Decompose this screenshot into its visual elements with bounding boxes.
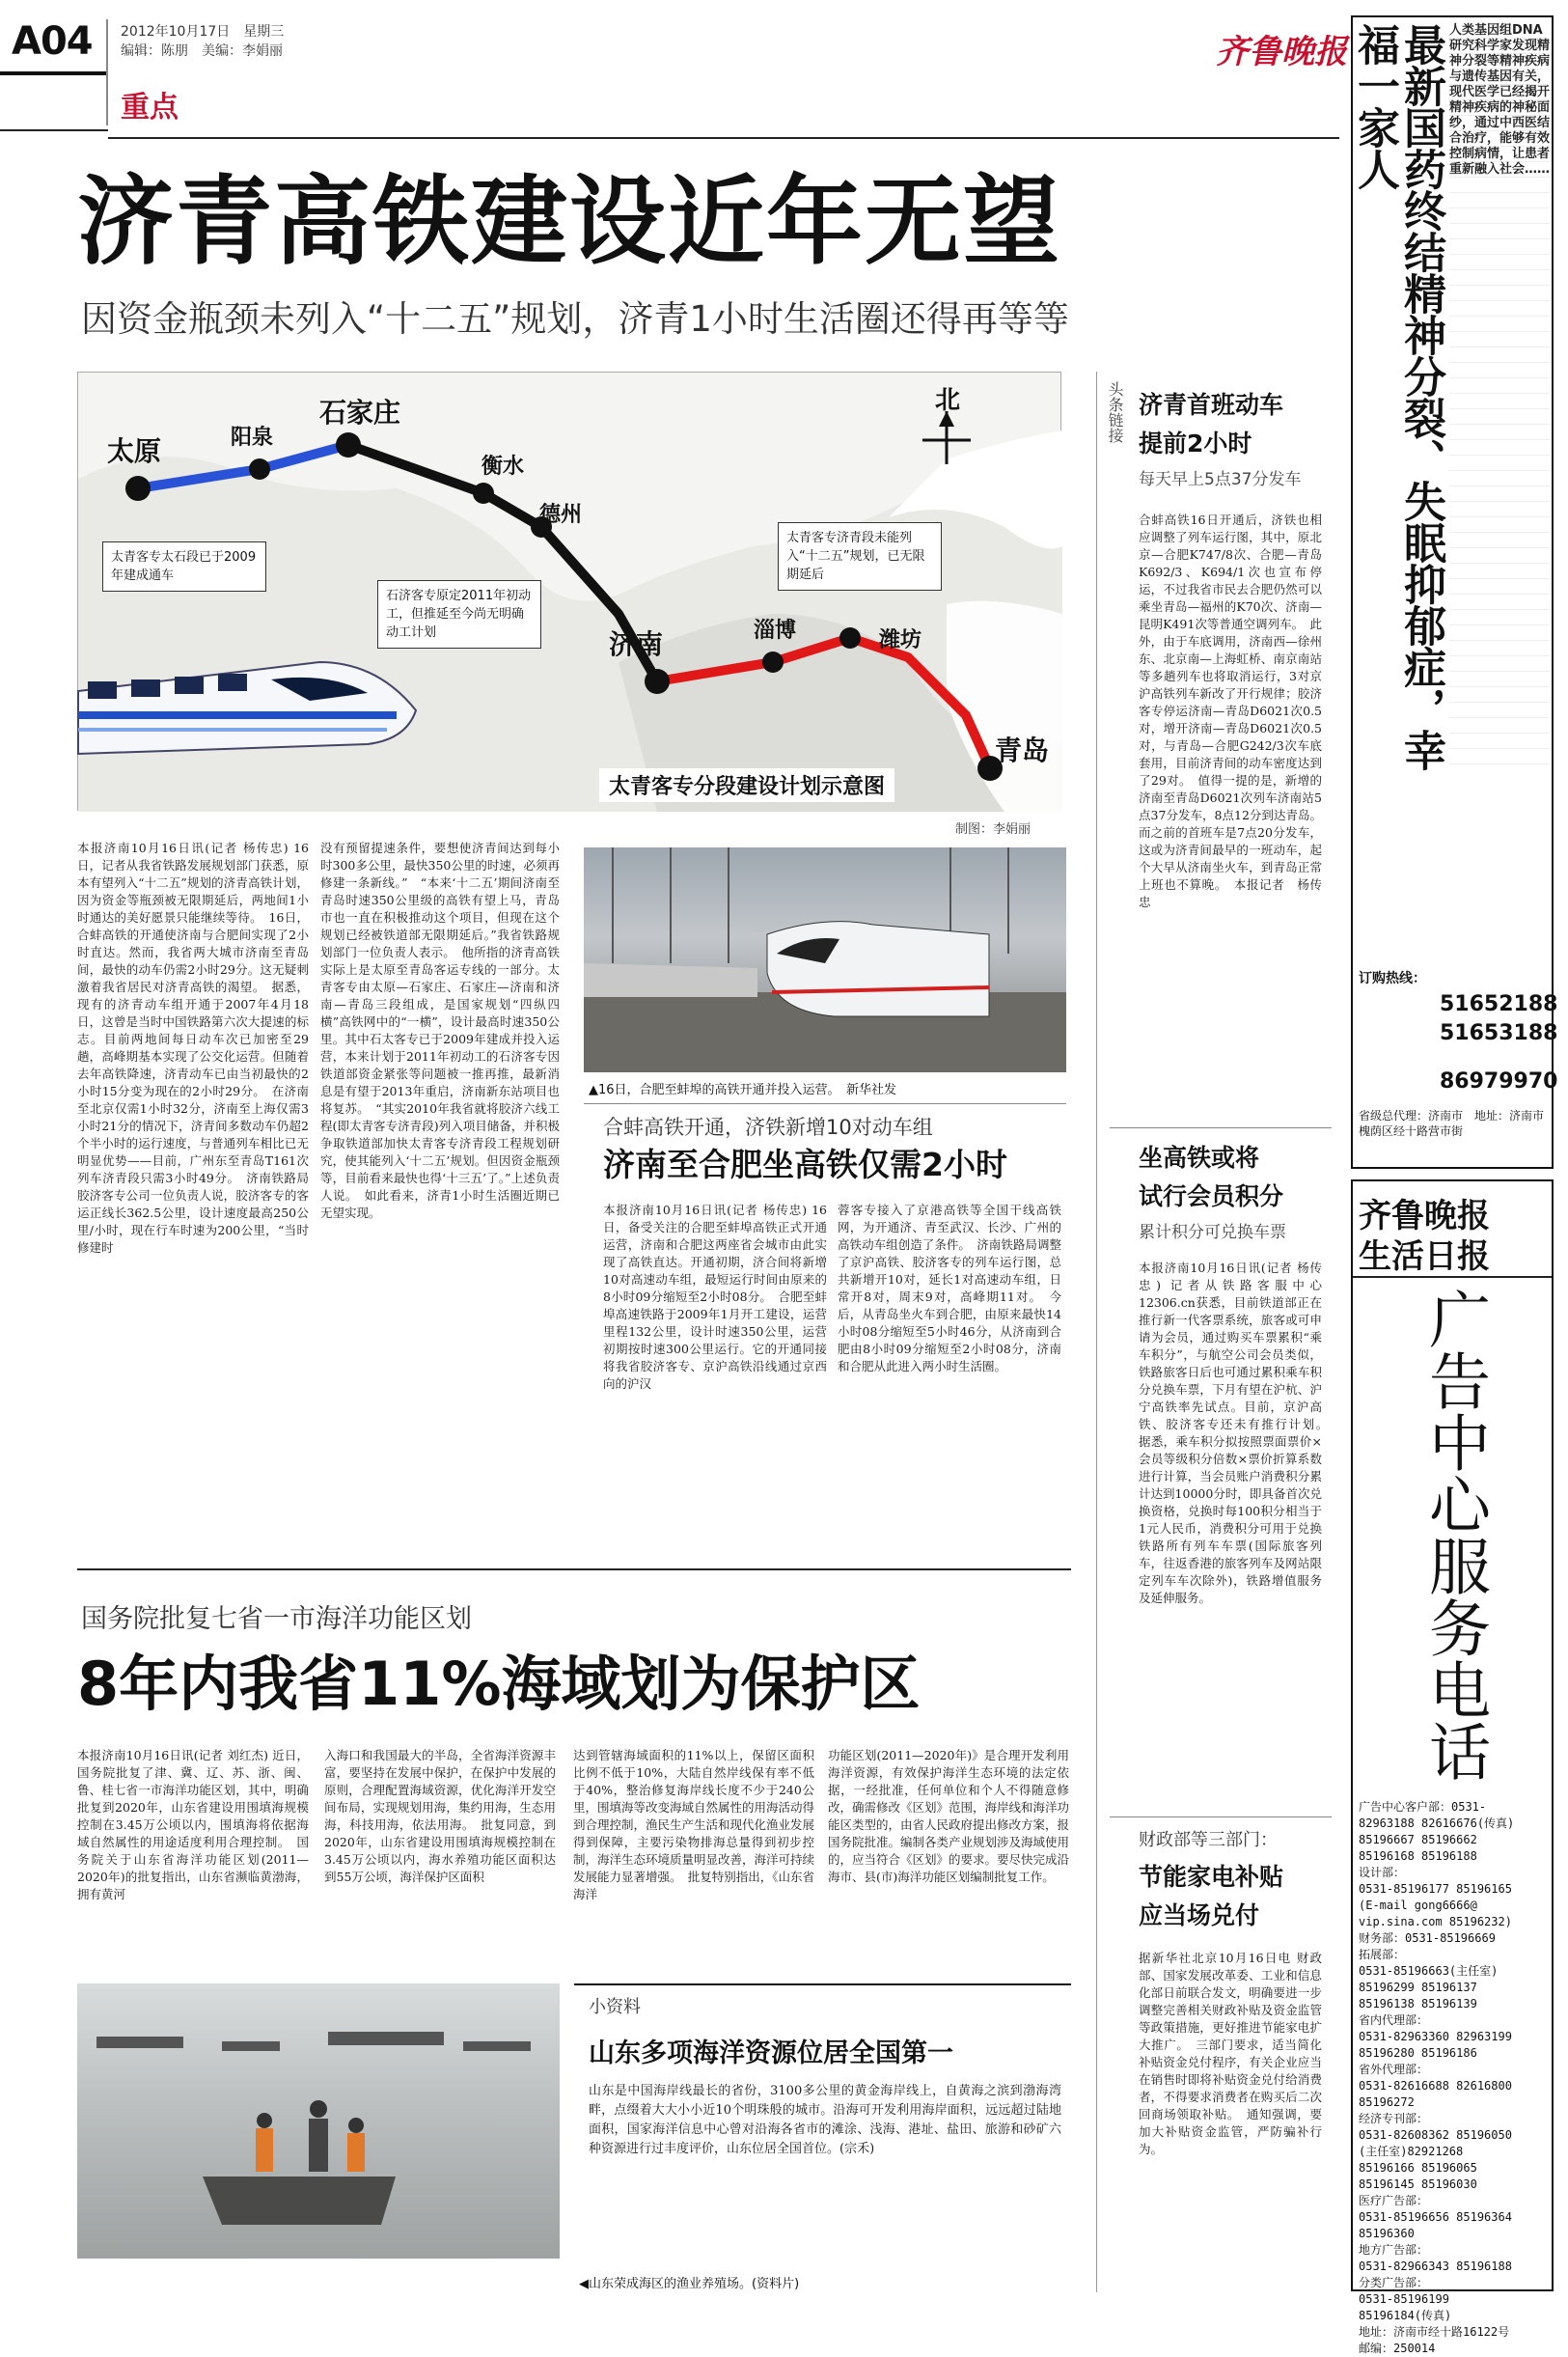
header-rule — [0, 71, 106, 75]
contact-line: (E-mail gong6666@ — [1359, 1899, 1477, 1912]
contact-line: 地方广告部： — [1359, 2243, 1429, 2257]
header-rule-vertical — [106, 19, 108, 125]
rail-story-kicker: 合蚌高铁开通，济铁新增10对动车组 — [603, 1116, 933, 1139]
contact-line: 经济专刊部： — [1359, 2112, 1429, 2125]
city-weifang: 潍坊 — [879, 628, 922, 652]
ad-brand2: 生活日报 — [1359, 1237, 1490, 1276]
city-yangquan: 阳泉 — [231, 426, 274, 450]
rail-story-col1: 本报济南10月16日讯(记者 杨传忠) 16日，备受关注的合肥至蚌埠高铁正式开通运营，济南和合肥这两座省会城市由此实现了高铁直达。开通初期，济合间将新增10对高速动车组，最短运行时间由原来的8小时09分缩短至2小时08分。 合肥至蚌埠高速铁路于2009年1月开工建设，运营里程132公里，设计时速350公里，运营初期按时速300公里运行。它的开通同接将我省胶济客专、京沪高铁沿线通过京西向的沪汉 — [603, 1203, 827, 1391]
city-jinan: 济南 — [609, 628, 664, 660]
contact-line: 设计部： — [1359, 1866, 1406, 1879]
contact-line: 85196138 85196139 — [1359, 1997, 1477, 2010]
ad-brand1: 齐鲁晚报 — [1359, 1197, 1490, 1235]
contact-line: 85196184(传真) — [1359, 2309, 1452, 2322]
ad-contacts — [1359, 1799, 1552, 2357]
lead-body-col1: 本报济南10月16日讯(记者 杨传忠) 16日，记者从我省铁路发展规划部门获悉，原本有望列入“十二五”规划的济青高铁计划，因为资金等瓶颈被无限期延后，两地间1小时通达的美好愿景只能继续等待。 16日，合蚌高铁的开通使济南与合肥间实现了2小时直达。然而，我省两大城市济南至青岛间，最快的动车仍需2小时29分。这无疑刺激着我省居民对济青高铁的渴望。 据悉，现有的济青动车组开通于2007年4月18日，这曾是当时中国铁路第六次大提速的标志。目前两地间每日动车次已加密至29趟，高峰期基本实现了公交化运营。但随着去年高铁降速，济青动车已由当初最快的2小时15分变为现在的2小时29分。 在济南至北京仅需1小时32分，济南至上海仅需3小时21分的情况下，济青间多数动车仍超2个半小时的运行速度，与普通列车相比已无明显优势——目前，广州东至青岛T161次列车济青段只需3小时49分。 济南铁路局胶济客专公司一位负责人说，胶济客专的客运正线长362.5公里，设计速度最高250公里/小时，现在行车时速为200公里，“当时修建时 — [77, 841, 309, 1255]
ocean-kicker: 国务院批复七省一市海洋功能区划 — [81, 1604, 472, 1634]
contact-line: 0531-82608362 85196050 — [1359, 2128, 1512, 2142]
sidebar-rule-2 — [1110, 1816, 1332, 1817]
sidebar-sub: 每天早上5点37分发车 — [1139, 470, 1302, 489]
info-box-title: 山东多项海洋资源位居全国第一 — [589, 2038, 953, 2068]
contact-line: 85196145 85196030 — [1359, 2177, 1477, 2191]
header-editors: 编辑：陈朋 美编：李娟丽 — [121, 43, 283, 59]
contact-line: vip.sina.com 85196232) — [1359, 1915, 1512, 1928]
sidebar-title1: 济青首班动车 — [1139, 391, 1284, 419]
sidebar-title2: 提前2小时 — [1139, 430, 1252, 458]
map-note-taishi: 太青客专太石段已于2009年建成通车 — [102, 541, 266, 592]
train-photo-caption: ▲16日，合肥至蚌埠的高铁开通并投入运营。 新华社发 — [589, 1083, 897, 1097]
train-photo — [584, 847, 1066, 1072]
contact-line: 85196667 85196662 — [1359, 1833, 1477, 1846]
contact-line: 省内代理部： — [1359, 2013, 1429, 2027]
contact-line: 0531-82966343 85196188 — [1359, 2260, 1512, 2273]
ad-medicine-order: 订购热线： — [1359, 971, 1426, 986]
ocean-title: 8年内我省11%海域划为保护区 — [77, 1649, 921, 1719]
info-box-body: 山东是中国海岸线最长的省份，3100多公里的黄金海岸线上，自黄海之滨到渤海湾畔，点缀着大大小小近10个明珠般的城市。沿海可开发利用海岸面积，远远超过陆地面积，国家海洋信息中心曾对沿海各省市的滩涂、浅海、港址、盐田、旅游和砂矿六种资源进行过丰度评价，山东位居全国首位。(宗禾) — [589, 2084, 1061, 2156]
map-credit: 制图：李娟丽 — [955, 822, 1032, 837]
map-note-shiji: 石济客专原定2011年初动工，但推延至今尚无明确动工计划 — [377, 580, 541, 649]
sidebar-rule-1 — [1110, 1127, 1332, 1128]
info-box — [574, 1983, 1071, 2263]
subsidy-title2: 应当场兑付 — [1139, 1901, 1260, 1929]
ad-center — [1351, 1179, 1554, 2355]
ad-brand-rule — [1353, 1276, 1552, 1278]
ad-medicine-phone2: 51653188 — [1440, 1021, 1558, 1045]
contact-line: 邮编：250014 — [1359, 2342, 1436, 2355]
page-code: A04 — [12, 19, 93, 64]
sidebar-divider — [1096, 372, 1097, 2292]
points-title1: 坐高铁或将 — [1139, 1144, 1260, 1172]
sidebar-body: 合蚌高铁16日开通后，济铁也相应调整了列车运行图，其中，原北京—合肥K747/8次、合肥—青岛K692/3、K694/1次也宣布停运，不过我省市民去合肥仍然可以乘坐青岛—福州的K70次、济南—昆明K491次等普通空调列车。 此外，由于车底调用，济南西—徐州东、北京南—上海虹桥、南京南站等多趟列车也将取消运行，3对京沪高铁列车新改了开行规律；胶济客专停运济南—青岛D6021次0.5对，增开济南—青岛D6021次0.5对，与青岛—合肥G242/3次车底套用，目前济青间的动车密度达到了29对。 值得一提的是，新增的济南至青岛D6021次列车济南站5点37分发车，8点12分到达青岛。而之前的首班车是7点20分发车，这或为济青间最早的一班动车，起个大早从济南坐火车，到青岛正常上班也不算晚。 本报记者 杨传忠 — [1139, 513, 1322, 909]
ad-medicine-foot: 省级总代理：济南市 地址：济南市槐荫区经十路营市街 — [1359, 1109, 1545, 1138]
lead-subheadline: 因资金瓶颈未列入“十二五”规划，济青1小时生活圈还得再等等 — [81, 298, 1069, 340]
ocean-col1: 本报济南10月16日讯(记者 刘红杰) 近日，国务院批复了津、冀、辽、苏、浙、闽、鲁、桂七省一市海洋功能区划，其中，明确批复到2020年，山东省建设用围填海规模控制在3.45万公顷以内，围填海将依据海域自然属性的用途适度利用合理控制。 国务院关于山东省海洋功能区划(2011—2020年)的批复指出，山东省濒临黄渤海，拥有黄河 — [77, 1748, 309, 1901]
contact-line: 85196299 85196137 — [1359, 1981, 1477, 1994]
ad-center-title: 广告中心服务电话 — [1418, 1288, 1490, 1782]
ocean-col4: 功能区划(2011—2020年)》是合理开发利用海洋资源，有效保护海洋生态环境的法定依据，一经批准，任何单位和个人不得随意修改，确需修改《区划》范围，海岸线和海洋功能区类型的，由省人民政府提出修改方案，报国务院批准。编制各类产业规划涉及海域使用的，应当符合《区划》的要求。要尽快完成沿海市、县(市)海洋功能区划编制批复工作。 — [828, 1748, 1070, 1884]
header-divider-left — [0, 129, 108, 131]
contact-line: 广告中心客户部：0531- — [1359, 1800, 1487, 1814]
contact-line: 地址：济南市经十路16122号 — [1359, 2325, 1510, 2339]
ad-medicine-phone1: 51652188 — [1440, 992, 1558, 1016]
contact-line: 分类广告部： — [1359, 2276, 1429, 2289]
info-box-tag: 小资料 — [589, 1997, 641, 2017]
ocean-col3: 达到管辖海域面积的11%以上，保留区面积比例不低于10%，大陆自然岸线保有率不低于40%，整治修复海岸线长度不少于240公里，围填海等改变海域自然属性的用海活动得到合理控制，渔民生产生活和现代化渔业发展得到保障，主要污染物排海总量得到初步控制，海洋生态环境质量明显改善，海洋可持续发展能力显著增强。 批复特别指出，《山东省海洋 — [573, 1748, 815, 1901]
city-shijiazhuang: 石家庄 — [319, 397, 401, 429]
contact-line: 0531-85196663(主任室) — [1359, 1964, 1499, 1978]
map-label-north: 北 — [935, 386, 961, 415]
subsidy-kicker: 财政部等三部门： — [1139, 1830, 1278, 1850]
fishing-photo-caption: ◀山东荣成海区的渔业养殖场。(资料片) — [579, 2277, 800, 2291]
contact-line: 0531-82616688 82616800 — [1359, 2079, 1512, 2093]
points-sub: 累计积分可兑换车票 — [1139, 1223, 1286, 1242]
section-label: 重点 — [121, 91, 179, 125]
contact-line: 0531-82963360 82963199 — [1359, 2030, 1512, 2043]
contact-line: 85196280 85196186 — [1359, 2046, 1477, 2060]
rail-story-rule — [584, 1103, 1066, 1104]
contact-line: (主任室)82921268 — [1359, 2145, 1464, 2158]
contact-line: 财务部：0531-85196669 — [1359, 1931, 1496, 1945]
map-caption: 太青客专分段建设计划示意图 — [599, 768, 894, 802]
contact-line: 省外代理部： — [1359, 2063, 1429, 2076]
lead-headline: 济青高铁建设近年无望 — [77, 165, 1061, 278]
route-map — [77, 372, 1061, 811]
contact-line: 医疗广告部： — [1359, 2194, 1429, 2207]
ad-medicine-phone3: 86979970 — [1440, 1069, 1558, 1094]
contact-line: 85196168 85196188 — [1359, 1849, 1477, 1863]
ad-medicine-text: 人类基因组DNA研究科学家发现精神分裂等精神疾病与遗传基因有关，现代医学已经揭开精神疾病的神秘面纱，通过中西医结合治疗，能够有效控制病情，让患者重新融入社会…… — [1449, 23, 1550, 766]
fishing-photo — [77, 1983, 560, 2259]
lead-body-col2: 没有预留提速条件，要想使济青间达到每小时300多公里，最快350公里的时速，必须再修建一条新线。” “本来‘十二五’期间济南至青岛时速350公里级的高铁有望上马，青岛市也一直在积极推动这个项目，但现在这个规划已经被铁道部无限期延后。”我省铁路规划部门一位负责人表示。 他所指的济青高铁实际上是太原至青岛客运专线的一部分。太青客专由太原—石家庄、石家庄—济南和济南—青岛三段组成，是国家规划“四纵四横”高铁网中的“一横”，设计最高时速350公里。其中石太客专已于2009年建成并投入运营，本来计划于2011年初动工的石济客专因铁道部资金紧张等问题被一推再推，最新消息是有望于2013年重启，济南新东站项目也将复苏。 “其实2010年我省就将胶济六线工程(即太青客专济青段)列入项目储备，并积极争取铁道部加快太青客专济青段工程规划研究，使其能列入‘十二五’规划。但因资金瓶颈等，目前看来最快也得‘十三五’了。”上述负责人说。 如此看来，济青1小时生活圈近期已无望实现。 — [320, 841, 560, 1220]
rail-story-col2: 蓉客专接入了京港高铁等全国干线高铁网，为开通济、青至武汉、长沙、广州的高铁动车组创造了条件。 济南铁路局调整了京沪高铁、胶济客专的列车运行图，总共新增开10对，延长1对高速动车组，日常开8对，周末9对，高峰期11对。 今后，从青岛坐火车到合肥，由原来最快14小时08分缩短至5小时46分，从济南到合肥由8小时09分缩短至2小时08分，济南和合肥从此进入两小时生活圈。 — [838, 1203, 1061, 1373]
ocean-col2: 入海口和我国最大的半岛，全省海洋资源丰富，要坚持在发展中保护，在保护中发展的原则，合理配置海域资源，优化海洋开发空间布局，实现规划用海，集约用海，生态用海，科技用海，依法用海。 批复同意，到2020年，山东省建设用围填海规模控制在3.45万公顷以内，海水养殖功能区面积达到55万公顷，海洋保护区面积 — [324, 1748, 556, 1884]
contact-line: 85196272 — [1359, 2095, 1415, 2109]
city-zibo: 淄博 — [754, 619, 797, 643]
map-svg — [78, 373, 1062, 812]
city-taiyuan: 太原 — [107, 435, 162, 467]
ocean-rule — [77, 1568, 1071, 1570]
contact-line: 0531-85196177 85196165 — [1359, 1882, 1512, 1896]
city-dezhou: 德州 — [539, 503, 583, 527]
contact-line: 0531-85196199 — [1359, 2292, 1449, 2306]
points-title2: 试行会员积分 — [1139, 1182, 1284, 1210]
masthead-logo: 齐鲁晚报 — [1216, 33, 1347, 71]
map-note-jiqing: 太青客专济青段未能列入“十二五”规划，已无限期延后 — [778, 522, 942, 591]
contact-line: 拓展部： — [1359, 1948, 1406, 1961]
ad-medicine-headline: 最新国药终结精神分裂、失眠抑郁症，幸福一家人 — [1350, 23, 1445, 770]
subsidy-title1: 节能家电补贴 — [1139, 1863, 1284, 1891]
subsidy-body: 据新华社北京10月16日电 财政部、国家发展改革委、工业和信息化部日前联合发文，明确要进一步调整完善相关财政补贴及资金监管等政策措施，更好推进节能家电扩大推广。 三部门要求，适当简化补贴资金兑付程序，有关企业应当在销售时即将补贴资金兑付给消费者，不得要求消费者在购买后二次回商场领取补贴。 通知强调，要加大补贴资金监管，严防骗补行为。 — [1139, 1951, 1322, 2156]
contact-line: 0531-85196656 85196364 — [1359, 2210, 1512, 2224]
city-qingdao: 青岛 — [995, 735, 1050, 766]
rail-story-title: 济南至合肥坐高铁仅需2小时 — [603, 1146, 1007, 1183]
contact-line: 85196360 — [1359, 2227, 1415, 2240]
header-date: 2012年10月17日 星期三 — [121, 24, 285, 40]
ad-medicine — [1350, 15, 1558, 1169]
contact-line: 82963188 82616676(传真) — [1359, 1816, 1515, 1830]
contact-line: 85196166 85196065 — [1359, 2161, 1477, 2175]
city-hengshui: 衡水 — [481, 455, 525, 479]
header-divider — [108, 137, 1339, 139]
points-body: 本报济南10月16日讯(记者 杨传忠) 记者从铁路客服中心12306.cn获悉，目前铁道部正在推行新一代客票系统，旅客或可申请为会员，通过购买车票累积“乘车积分”，与航空公司会员类似，铁路旅客日后也可通过累积乘车积分兑换车票，下月有望在沪杭、沪宁高铁率先试点。目前，京沪高铁、胶济客专还未有推行计划。 据悉，乘车积分拟按照票面票价×会员等级积分倍数×票价折算系数进行计算，当会员账户消费积分累计达到10000分时，即具备首次兑换资格，兑换时每100积分相当于1元人民币，消费积分可用于兑换铁路所有列车车票(国际旅客列车，往返香港的旅客列车及网站限定列车车次除外)，铁路增值服务及延伸服务。 — [1139, 1261, 1334, 1605]
sidebar-tag: 头条链接 — [1106, 381, 1124, 443]
